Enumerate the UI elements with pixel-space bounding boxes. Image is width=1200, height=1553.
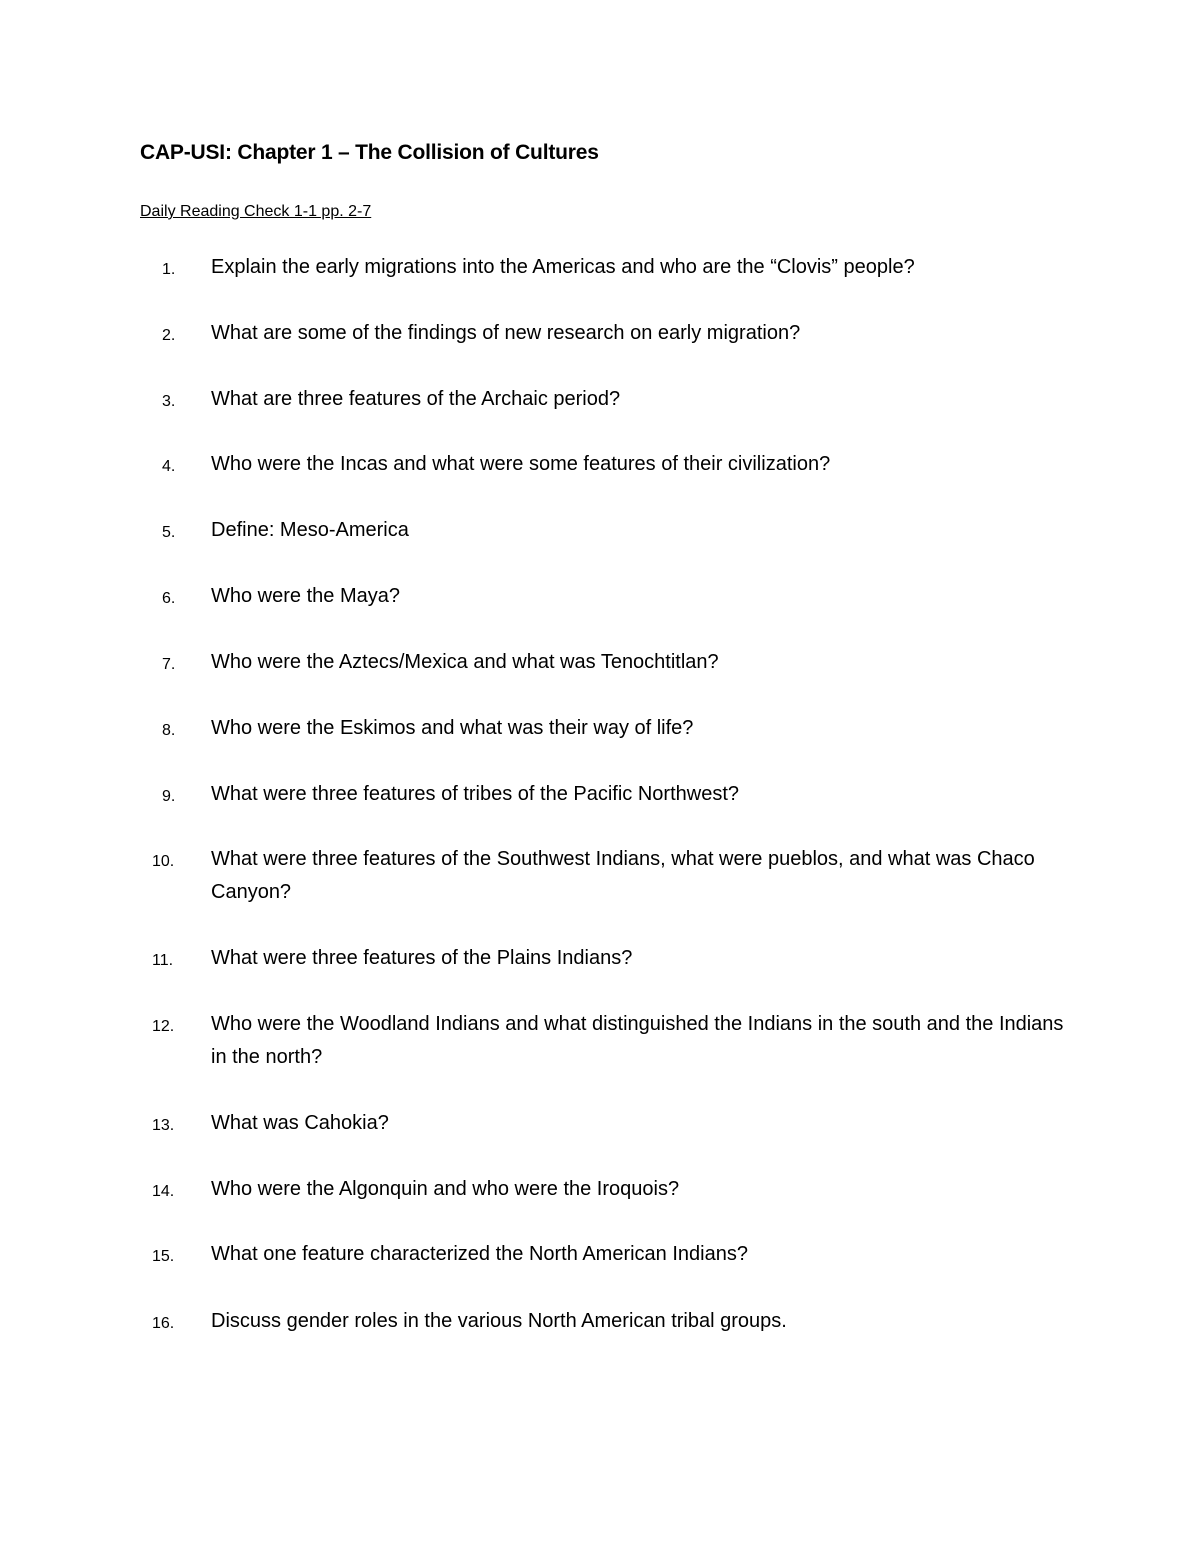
question-text: Who were the Woodland Indians and what distinguished the Indians in the south and the Indians in the north? [211, 1013, 1064, 1068]
question-number: 12. [152, 1018, 175, 1035]
question-text: Who were the Maya? [211, 585, 400, 607]
page-title: CAP-USI: Chapter 1 – The Collision of Cultures [140, 141, 599, 164]
question-number: 4. [162, 458, 176, 475]
page-subtitle: Daily Reading Check 1-1 pp. 2-7 [140, 203, 372, 220]
question-number: 2. [162, 327, 176, 344]
question-text: Who were the Incas and what were some features of their civilization? [211, 453, 831, 475]
question-number: 13. [152, 1117, 175, 1134]
question-text: Discuss gender roles in the various North American tribal groups. [211, 1310, 787, 1332]
question-number: 1. [162, 261, 176, 278]
question-text: Who were the Eskimos and what was their way of life? [211, 717, 694, 739]
question-number: 15. [152, 1248, 175, 1265]
question-text: What were three features of the Southwest Indians, what were pueblos, and what was Chaco Canyon? [211, 848, 1035, 903]
question-number: 5. [162, 524, 176, 541]
question-text: Explain the early migrations into the Americas and who are the “Clovis” people? [211, 256, 915, 278]
question-number: 9. [162, 788, 176, 805]
question-text: Define: Meso-America [211, 519, 409, 541]
question-number: 10. [152, 853, 175, 870]
question-number: 16. [152, 1315, 175, 1332]
question-number: 6. [162, 590, 176, 607]
question-number: 11. [152, 952, 174, 969]
question-text: What were three features of the Plains Indians? [211, 947, 633, 969]
question-text: Who were the Algonquin and who were the Iroquois? [211, 1178, 680, 1200]
question-text: What were three features of tribes of the Pacific Northwest? [211, 783, 740, 805]
question-text: What are some of the findings of new research on early migration? [211, 322, 801, 344]
question-number: 8. [162, 722, 176, 739]
question-number: 14. [152, 1183, 175, 1200]
question-number: 7. [162, 656, 176, 673]
question-text: Who were the Aztecs/Mexica and what was Tenochtitlan? [211, 651, 719, 673]
question-text: What are three features of the Archaic period? [211, 388, 621, 410]
question-number: 3. [162, 393, 176, 410]
question-text: What one feature characterized the North American Indians? [211, 1243, 748, 1265]
question-text: What was Cahokia? [211, 1112, 389, 1134]
